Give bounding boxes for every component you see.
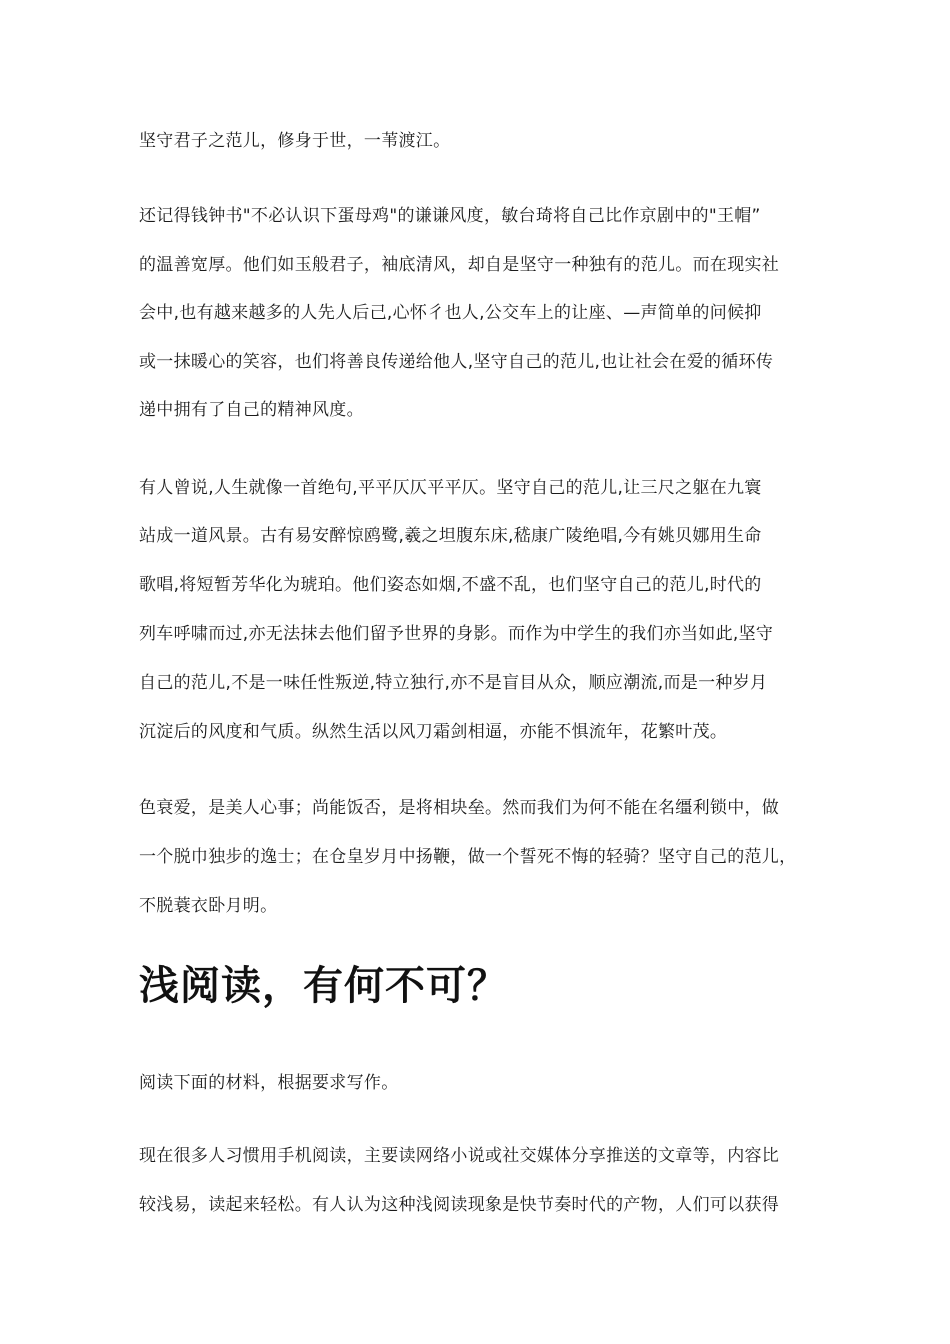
section-heading: 浅阅读，有何不可？ — [139, 963, 508, 1009]
paragraph-3-line-1: 有人曾说,人生就像一首绝句,平平仄仄平平仄。坚守自己的范儿,让三尺之躯在九寰 — [139, 478, 762, 498]
paragraph-3-line-2: 站成一道风景。古有易安醉惊鸥鹭,羲之坦腹东床,嵇康广陵绝唱,今有姚贝娜用生命 — [139, 526, 762, 546]
paragraph-2-line-5: 递中拥有了自己的精神风度。 — [139, 400, 364, 420]
paragraph-4-line-2: 一个脱巾独步的逸士；在仓皇岁月中扬鞭，做一个誓死不悔的轻骑？坚守自己的范儿， — [139, 847, 797, 867]
paragraph-3-line-5: 自己的范儿,不是一味任性叛逆,特立独行,亦不是盲目从众，顺应潮流,而是一种岁月 — [139, 673, 768, 693]
paragraph-4-line-3: 不脱蓑衣卧月明。 — [139, 896, 278, 916]
paragraph-3-line-3: 歌唱,将短暂芳华化为琥珀。他们姿态如烟,不盛不乱，也们坚守自己的范儿,时代的 — [139, 575, 762, 595]
paragraph-1-line-1: 坚守君子之范儿，修身于世，一苇渡江。 — [139, 131, 451, 151]
paragraph-2-line-4: 或一抹暖心的笑容，也们将善良传递给他人,坚守自己的范儿,也让社会在爱的循环传 — [139, 352, 774, 372]
paragraph-4-line-1: 色衰爱，是美人心事；尚能饭否，是将相块垒。然而我们为何不能在名缰利锁中，做 — [139, 798, 780, 818]
section-paragraph-2-line-2: 较浅易，读起来轻松。有人认为这种浅阅读现象是快节奏时代的产物，人们可以获得 — [139, 1195, 780, 1215]
paragraph-2-line-2: 的温善宽厚。他们如玉般君子，袖底清风，却自是坚守一种独有的范儿。而在现实社 — [139, 255, 780, 275]
paragraph-3-line-6: 沉淀后的风度和气质。纵然生活以风刀霜剑相逼，亦能不惧流年，花繁叶茂。 — [139, 722, 728, 742]
paragraph-2-line-1: 还记得钱钟书"不必认识下蛋母鸡"的谦谦风度，敏台琦将自己比作京剧中的"王帽” — [139, 206, 761, 226]
section-paragraph-2-line-1: 现在很多人习惯用手机阅读，主要读网络小说或社交媒体分享推送的文章等，内容比 — [139, 1146, 780, 1166]
section-paragraph-1-line-1: 阅读下面的材料，根据要求写作。 — [139, 1073, 399, 1093]
paragraph-3-line-4: 列车呼啸而过,亦无法抹去他们留予世界的身影。而作为中学生的我们亦当如此,坚守 — [139, 624, 774, 644]
paragraph-2-line-3: 会中,也有越来越多的人先人后己,心怀彳也人,公交车上的让座、—声简单的问候抑 — [139, 303, 762, 323]
